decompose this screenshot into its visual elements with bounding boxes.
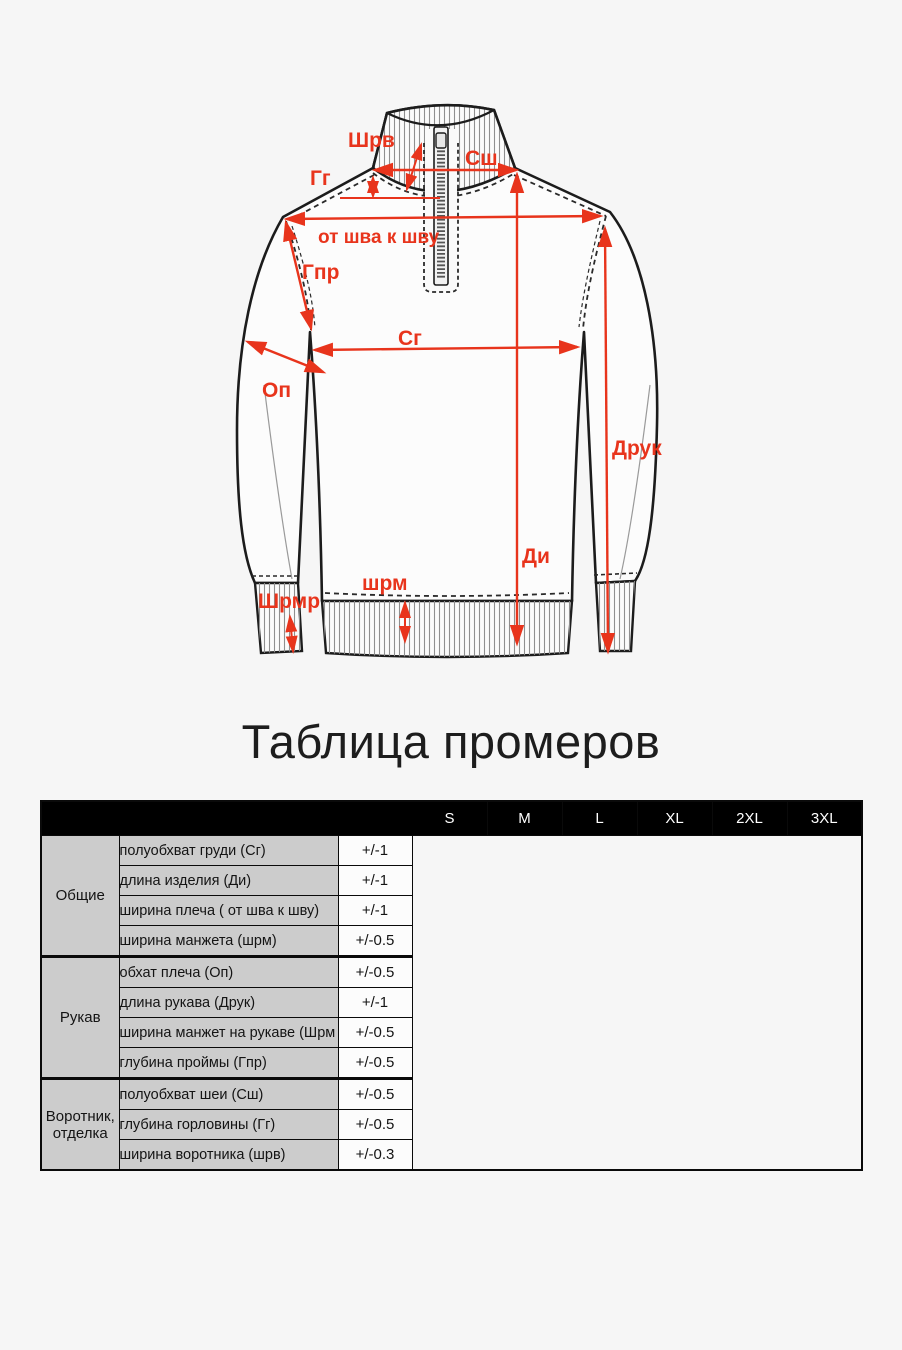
zipper	[424, 127, 458, 292]
table-header-row	[41, 801, 862, 836]
zipper-pull	[436, 133, 446, 148]
table-row	[41, 988, 862, 1018]
measure-label-druk: Друк	[612, 437, 662, 460]
group-cell: Рукав	[41, 957, 119, 1079]
tolerance-cell: +/-1	[338, 896, 412, 926]
measure-label-seam-to-seam: от шва к шву	[318, 227, 440, 248]
tolerance-cell: +/-0.5	[338, 1110, 412, 1140]
group-cell: Воротник, отделка	[41, 1079, 119, 1171]
header-corner-cell	[41, 801, 412, 836]
measure-label-cell: ширина воротника (шрв)	[119, 1140, 338, 1171]
table-row	[41, 1079, 862, 1110]
hem-band	[322, 601, 572, 657]
measure-label-cell: длина изделия (Ди)	[119, 866, 338, 896]
measure-label-cell: обхат плеча (Оп)	[119, 957, 338, 988]
table-row	[41, 957, 862, 988]
tolerance-cell: +/-1	[338, 988, 412, 1018]
tolerance-cell: +/-0.5	[338, 957, 412, 988]
table-row	[41, 1110, 862, 1140]
size-column-header: 2XL	[712, 801, 787, 836]
measure-label-gg: Гг	[310, 167, 331, 190]
table-row	[41, 896, 862, 926]
size-table-body	[41, 836, 862, 1171]
tolerance-cell: +/-0.5	[338, 1018, 412, 1048]
size-column-header: L	[562, 801, 637, 836]
measure-label-gpr: Гпр	[302, 261, 340, 284]
table-row	[41, 926, 862, 957]
measure-label-sg: Сг	[398, 327, 422, 350]
measure-label-shrm: шрм	[362, 572, 408, 595]
measure-label-op: Оп	[262, 379, 292, 402]
measure-label-cell: ширина манжета (шрм)	[119, 926, 338, 957]
measure-label-cell: полуобхват шеи (Сш)	[119, 1079, 338, 1110]
tolerance-cell: +/-1	[338, 866, 412, 896]
table-row	[41, 836, 862, 866]
measure-label-cell: полуобхват груди (Сг)	[119, 836, 338, 866]
tolerance-cell: +/-0.3	[338, 1140, 412, 1171]
table-row	[41, 1048, 862, 1079]
measure-label-di: Ди	[522, 545, 550, 568]
table-row	[41, 1018, 862, 1048]
measure-label-cell: глубина горловины (Гг)	[119, 1110, 338, 1140]
measure-label-cell: глубина проймы (Гпр)	[119, 1048, 338, 1079]
size-column-header: XL	[637, 801, 712, 836]
tolerance-cell: +/-0.5	[338, 1048, 412, 1079]
tolerance-cell: +/-0.5	[338, 926, 412, 957]
measure-label-cell: длина рукава (Друк)	[119, 988, 338, 1018]
sweater-measurement-diagram	[222, 85, 682, 685]
table-row	[41, 1140, 862, 1171]
page-title: Таблица промеров	[241, 715, 661, 768]
measure-label-cell: ширина плеча ( от шва к шву)	[119, 896, 338, 926]
size-column-header: 3XL	[787, 801, 862, 836]
size-column-header: S	[412, 801, 487, 836]
measure-label-shrmr: Шрмр	[258, 590, 321, 613]
size-table	[40, 800, 863, 1171]
measure-label-ssh: Сш	[465, 147, 498, 170]
tolerance-cell: +/-1	[338, 836, 412, 866]
measure-label-shrv: Шрв	[348, 129, 395, 152]
sweater-diagram-svg	[222, 85, 682, 685]
size-column-header: M	[487, 801, 562, 836]
table-row	[41, 866, 862, 896]
group-cell: Общие	[41, 836, 119, 957]
right-cuff	[596, 581, 635, 651]
measure-label-cell: ширина манжет на рукаве (Шрм	[119, 1018, 338, 1048]
tolerance-cell: +/-0.5	[338, 1079, 412, 1110]
